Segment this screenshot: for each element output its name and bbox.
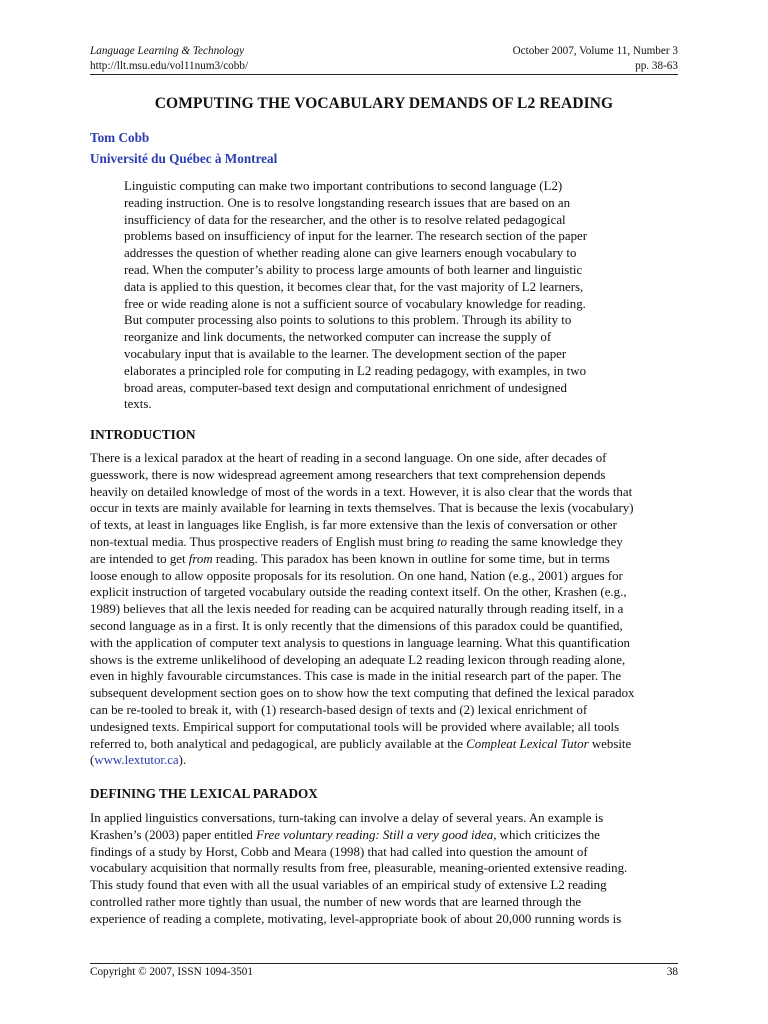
abstract-line: free or wide reading alone is not a sufficient source of vocabulary knowledge for reading.	[124, 296, 586, 311]
section-heading-lexical-paradox: DEFINING THE LEXICAL PARADOX	[90, 786, 318, 801]
paragraph-line: with the application of computer text analysis to questions in language learning. What this quantification	[90, 635, 630, 650]
lexical-paradox-paragraph	[90, 810, 680, 928]
abstract-line: But computer processing also points to solutions to this problem. Through its ability to	[124, 313, 572, 328]
text-run: (	[90, 753, 95, 768]
text-run: which criticizes the	[496, 827, 600, 842]
text-run: Krashen’s (2003) paper entitled	[90, 827, 257, 842]
abstract-line: vocabulary input that is available to the learner. The development section of the paper	[124, 346, 567, 361]
paragraph-line	[90, 752, 680, 769]
paragraph-line: vocabulary acquisition that normally results from free, pleasurable, meaning-oriented extensive reading.	[90, 861, 628, 876]
paragraph-line: even in highly favourable circumstances. This case is made in the initial research part of the paper. The	[90, 669, 622, 684]
paragraph-line: controlled rather more tightly than usual, the number of new words that are learned through the	[90, 894, 582, 909]
paragraph-line: explicit instruction of targeted vocabulary outside the reading context itself. On the other, Krashen (e.g.,	[90, 585, 627, 600]
issue-info: October 2007, Volume 11, Number 3	[512, 45, 678, 57]
abstract-line: Linguistic computing can make two important contributions to second language (L2)	[124, 179, 563, 193]
page-number: 38	[666, 966, 678, 978]
paragraph-line: undesigned texts. Empirical support for computational tools will be provided where available; all tools	[90, 719, 620, 734]
abstract-line: reorganize and link documents, the networked computer can increase the supply of	[124, 330, 552, 345]
text-run: ).	[178, 753, 187, 768]
abstract-line: elaborates a principled role for computing in L2 reading pedagogy, with examples, in two	[124, 363, 587, 378]
paragraph-line: loose enough to allow opposite proposals for its resolution. On one hand, Nation (e.g., 2001) argues for	[90, 568, 623, 583]
emphasis-paper-title: Free voluntary reading: Still a very good idea,	[256, 827, 497, 842]
paragraph-line: subsequent development section goes on to show how the text computing that defined the lexical paradox	[90, 686, 635, 701]
footer-rule	[90, 963, 678, 964]
paragraph-line	[90, 736, 680, 753]
abstract-line: problems based on insufficiency of input for the learner. The research section of the paper	[124, 229, 588, 244]
paragraph-line: shows is the extreme unlikelihood of developing an adequate L2 reading lexicon through reading alone,	[90, 652, 626, 667]
abstract-line: texts.	[124, 397, 152, 412]
abstract-line: insufficiency of data for the researcher, and the other is to resolve related pedagogical	[124, 212, 566, 227]
abstract-line: reading instruction. One is to resolve longstanding research issues that are based on an	[124, 195, 571, 210]
abstract-line: data is applied to this question, it becomes clear that, for the vast majority of L2 learners,	[124, 279, 584, 294]
text-run: reading. This paradox has been known in outline for some time, but in terms	[212, 551, 610, 566]
running-header-left	[90, 44, 248, 74]
paragraph-line	[90, 827, 680, 844]
introduction-paragraph	[90, 450, 680, 769]
journal-name: Language Learning & Technology	[90, 45, 245, 57]
paragraph-line: There is a lexical paradox at the heart of reading in a second language. On one side, after decades of	[90, 451, 607, 465]
paragraph-line: experience of reading a complete, motivating, level-appropriate book of about 20,000 running words is	[90, 911, 622, 926]
paragraph-line: second language as in a first. It is only recently that the dimensions of this paradox could be quantified,	[90, 618, 623, 633]
paragraph-line: occur in texts are mainly available for learning in texts themselves. That is because the lexis (vocabulary)	[90, 501, 634, 516]
running-header-right	[513, 44, 678, 74]
header-rule	[90, 74, 678, 75]
emphasis-from: from	[188, 551, 213, 566]
text-run: reading the same knowledge they	[447, 534, 623, 549]
paragraph-line: of texts, at least in languages like English, is far more extensive than the lexis of conversation or other	[90, 518, 617, 533]
paragraph-line: 1989) believes that all the lexis needed for reading can be acquired naturally through reading itself, in a	[90, 602, 624, 617]
emphasis-to: to	[437, 534, 448, 549]
text-run: non-textual media. Thus prospective readers of English must bring	[90, 534, 438, 549]
paragraph-line: This study found that even with all the usual variables of an empirical study of extensive L2 reading	[90, 878, 607, 893]
text-run: are intended to get	[90, 551, 189, 566]
journal-url: http://llt.msu.edu/vol11num3/cobb/	[90, 60, 249, 72]
paragraph-line: guesswork, there is now widespread agreement among researchers that text comprehension depends	[90, 467, 606, 482]
copyright-notice: Copyright © 2007, ISSN 1094-3501	[90, 966, 253, 978]
text-run: website	[588, 736, 632, 751]
lextutor-link[interactable]: www.lextutor.ca	[94, 753, 179, 768]
page-range: pp. 38-63	[635, 60, 678, 72]
emphasis-site-name: Compleat Lexical Tutor	[466, 736, 589, 751]
section-heading-introduction: INTRODUCTION	[90, 427, 196, 442]
paragraph-line: findings of a study by Horst, Cobb and Meara (1998) that had called into question the amount of	[90, 844, 588, 859]
paragraph-line	[90, 534, 680, 551]
text-run: referred to, both analytical and pedagogical, are publicly available at the	[90, 736, 467, 751]
paragraph-line: In applied linguistics conversations, turn-taking can involve a delay of several years. An example is	[90, 811, 604, 825]
abstract-line: addresses the question of whether reading alone can give learners enough vocabulary to	[124, 246, 577, 261]
author-name: Tom Cobb	[90, 130, 150, 145]
paragraph-line	[90, 551, 680, 568]
paragraph-line: can be re-tooled to break it, with (1) research-based design of texts and (2) lexical enrichment of	[90, 702, 588, 717]
abstract-line: read. When the computer’s ability to process large amounts of both learner and linguistic	[124, 262, 583, 277]
abstract	[124, 178, 634, 413]
abstract-line: broad areas, computer-based text design and computational enrichment of undesigned	[124, 380, 567, 395]
author-affiliation: Université du Québec à Montreal	[90, 151, 278, 166]
article-title: COMPUTING THE VOCABULARY DEMANDS OF L2 READING	[154, 95, 614, 112]
paragraph-line: heavily on detailed knowledge of most of the words in a text. However, it is also clear that the words that	[90, 484, 633, 499]
